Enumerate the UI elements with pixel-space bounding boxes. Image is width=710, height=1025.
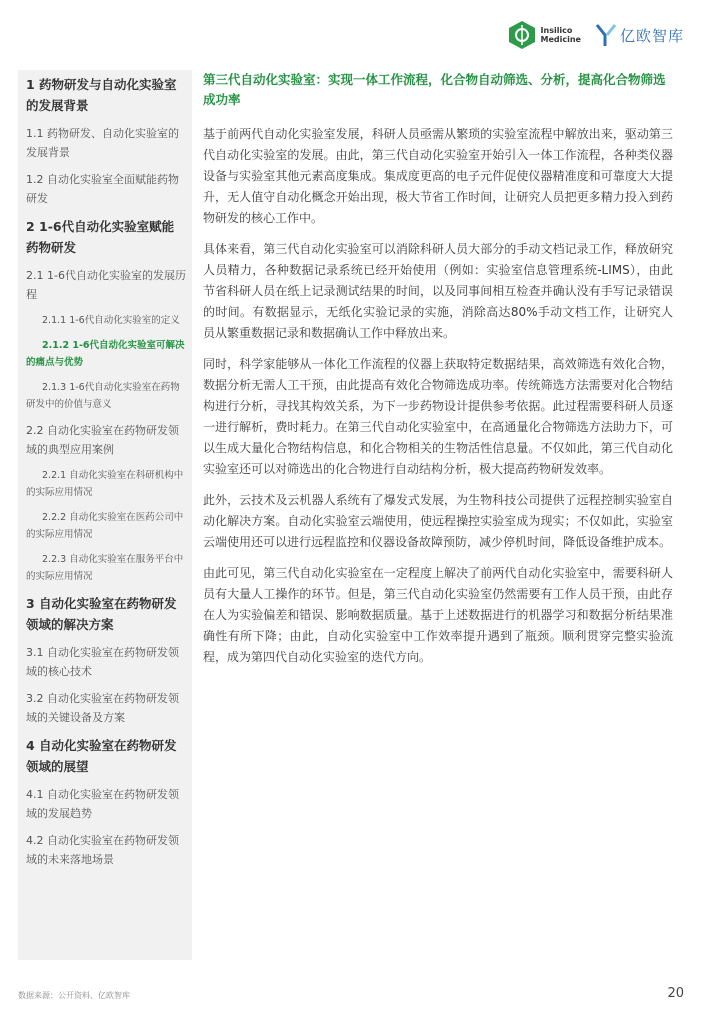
toc-item[interactable]: 1.1 药物研发、自动化实验室的发展背景 [26,127,179,159]
toc-item[interactable]: 1.2 自动化实验室全面赋能药物研发 [26,173,179,205]
page-number: 20 [667,986,684,1001]
toc-item[interactable]: 3 自动化实验室在药物研发领域的解决方案 [26,596,177,632]
toc-item[interactable]: 1 药物研发与自动化实验室的发展背景 [26,77,177,113]
yiou-logo [595,22,684,48]
header-logos [507,18,684,52]
body-paragraph: 同时，科学家能够从一体化工作流程的仪器上获取特定数据结果，高效筛选有效化合物，数据分析无需人工干预，由此提高有效化合物筛选成功率。传统筛选方法需要对化合物结构进行分析，寻找其构效关系，为下一步药物设计提供参考依据。此过程需要科研人员逐一进行解析，费时耗力。在第三代自动化实验室中，在高通量化合物筛选方法助力下，可以生成大量化合物结构信息，和化合物相关的生物活性信息量。不仅如此，第三代自动化实验室还可以对筛选出的化合物进行自动结构分析，极大提高药物研发效率。 [203,357,673,476]
main-content [203,70,673,678]
toc-item[interactable]: 3.2 自动化实验室在药物研发领域的关键设备及方案 [26,692,179,724]
table-of-contents-sidebar [18,70,192,960]
toc-item[interactable]: 2.2.3 自动化实验室在服务平台中的实际应用情况 [26,554,184,582]
body-paragraph: 此外，云技术及云机器人系统有了爆发式发展，为生物科技公司提供了远程控制实验室自动化解决方案。自动化实验室云端使用，使远程操控实验室成为现实；不仅如此，实验室云端使用还可以进行远程监控和仪器设备故障预防，减少停机时间，降低设备维护成本。 [203,493,673,549]
toc-item[interactable]: 4 自动化实验室在药物研发领域的展望 [26,738,177,774]
toc-item[interactable]: 2.2.2 自动化实验室在医药公司中的实际应用情况 [26,512,184,540]
insilico-logo-text: Insilico Medicine [540,26,581,44]
toc-item[interactable]: 2.1 1-6代自动化实验室的发展历程 [26,269,186,301]
toc-item[interactable]: 4.1 自动化实验室在药物研发领域的发展趋势 [26,788,179,820]
toc-item[interactable]: 2.1.1 1-6代自动化实验室的定义 [42,315,180,326]
toc-item[interactable]: 2.2 自动化实验室在药物研发领域的典型应用案例 [26,424,179,456]
section-title: 第三代自动化实验室：实现一体工作流程，化合物自动筛选、分析，提高化合物筛选成功率 [203,72,666,107]
insilico-hexagon-icon [507,20,537,50]
yiou-logo-text: 亿欧智库 [619,26,684,45]
body-paragraph: 具体来看，第三代自动化实验室可以消除科研人员大部分的手动文档记录工作，释放研究人员精力，各种数据记录系统已经开始使用（例如：实验室信息管理系统-LIMS），由此节省科研人员在纸上记录测试结果的时间，以及同事间相互检查并确认没有手写记录错误的时间。有数据显示，无纸化实验记录的实施，消除高达80%手动文档工作，让研究人员从繁重数据记录和数据确认工作中释放出来。 [203,242,673,340]
toc-item[interactable]: 4.2 自动化实验室在药物研发领域的未来落地场景 [26,834,179,866]
body-paragraph: 由此可见，第三代自动化实验室在一定程度上解决了前两代自动化实验室中，需要科研人员有大量人工操作的环节。但是，第三代自动化实验室仍然需要有工作人员干预，由此存在人为实验偏差和错误、影响数据质量。基于上述数据进行的机器学习和数据分析结果准确性有所下降；由此，自动化实验室中工作效率提升遇到了瓶颈。顺利贯穿完整实验流程，成为第四代自动化实验室的迭代方向。 [203,566,673,664]
insilico-logo [507,20,581,50]
toc-item[interactable]: 2.2.1 自动化实验室在科研机构中的实际应用情况 [26,470,184,498]
body-paragraph: 基于前两代自动化实验室发展，科研人员亟需从繁琐的实验室流程中解放出来，驱动第三代自动化实验室的发展。由此，第三代自动化实验室开始引入一体工作流程，各种类仪器设备与实验室其他元素高度集成。集成度更高的电子元件促使仪器精准度和可靠度大大提升，无人值守自动化概念开始出现，极大节省工作时间，让研究人员把更多精力投入到药物研发的核心工作中。 [203,127,673,225]
toc-item[interactable]: 2.1.2 1-6代自动化实验室可解决的痛点与优势 [26,340,185,368]
toc-item[interactable]: 2 1-6代自动化实验室赋能药物研发 [26,219,175,255]
toc-item[interactable]: 2.1.3 1-6代自动化实验室在药物研发中的价值与意义 [26,382,180,410]
toc-item[interactable]: 3.1 自动化实验室在药物研发领域的核心技术 [26,646,179,678]
body-text [203,124,673,668]
data-source-note: 数据来源：公开资料、亿欧智库 [18,991,130,1000]
yiou-logo-icon [595,22,617,48]
